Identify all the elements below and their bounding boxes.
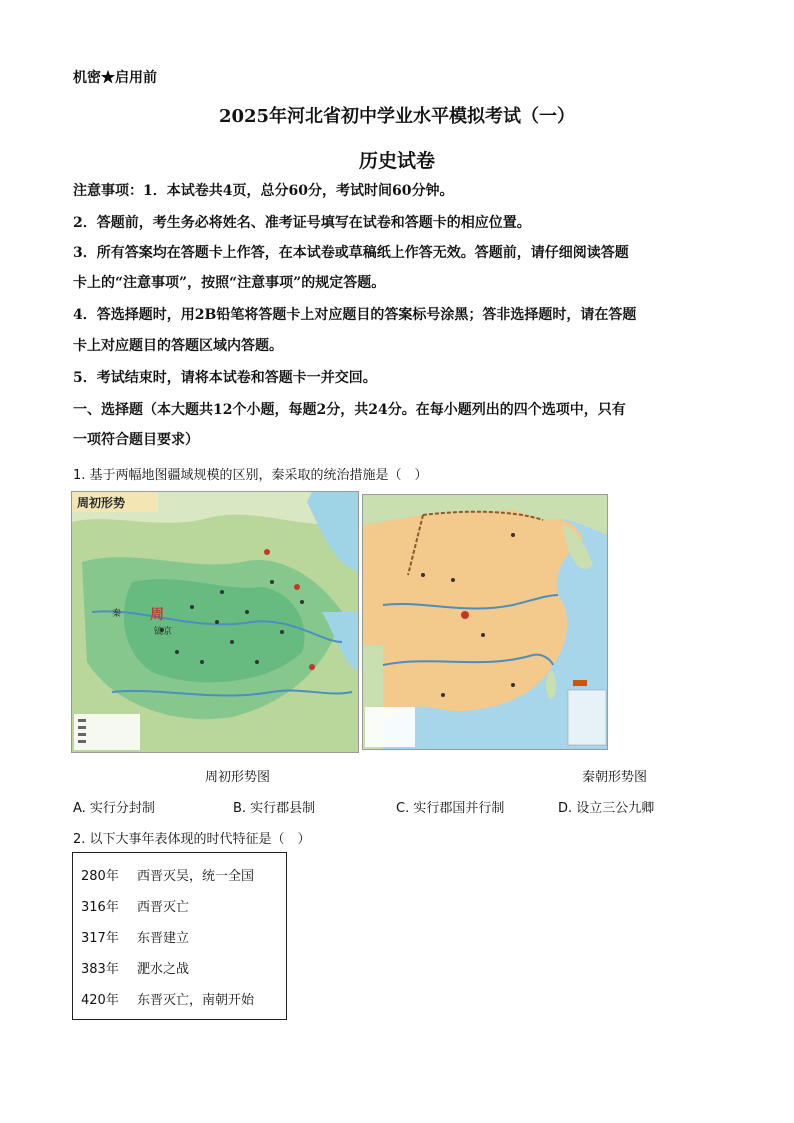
exam-subtitle: 历史试卷 [358, 150, 435, 172]
question-1-stem: 1. 基于两幅地图疆域规模的区别，秦采取的统治措施是（ ） [73, 468, 428, 483]
note-line: 卡上对应题目的答题区域内答题。 [73, 338, 283, 354]
timeline-event: 东晋灭亡，南朝开始 [137, 993, 255, 1008]
haojing-label: 镐京 [154, 627, 173, 637]
timeline-event: 淝水之战 [137, 962, 190, 977]
qin-map-graphic [363, 495, 607, 749]
timeline-row [81, 989, 254, 1008]
qin-map [362, 494, 608, 750]
qin-map-caption: 秦朝形势图 [582, 770, 648, 785]
qin-label: 秦 [112, 609, 122, 619]
note-line: 2．答题前，考生务必将姓名、准考证号填写在试卷和答题卡的相应位置。 [73, 215, 531, 231]
timeline-row [81, 927, 189, 946]
option-a: A. 实行分封制 [73, 801, 155, 816]
option-b: B. 实行郡县制 [233, 801, 316, 816]
zhou-map-caption: 周初形势图 [205, 770, 271, 785]
timeline-table [72, 852, 287, 1020]
timeline-year: 316年 [81, 900, 119, 915]
note-line: 5．考试结束时，请将本试卷和答题卡一并交回。 [73, 370, 377, 386]
timeline-year: 383年 [81, 962, 119, 977]
timeline-year: 420年 [81, 993, 119, 1008]
note-line: 4．答选择题时，用2B铅笔将答题卡上对应题目的答案标号涂黑；答非选择题时，请在答题 [73, 307, 637, 323]
confidential-label: 机密★启用前 [73, 70, 157, 86]
note-line: 卡上的“注意事项”，按照“注意事项”的规定答题。 [73, 275, 386, 291]
timeline-row [81, 896, 189, 915]
note-line: 注意事项：1．本试卷共4页，总分60分，考试时间60分钟。 [73, 183, 454, 199]
exam-title: 2025年河北省初中学业水平模拟考试（一） [218, 106, 576, 127]
section-heading: 一、选择题（本大题共12个小题，每题2分，共24分。在每小题列出的四个选项中，只有 [73, 402, 626, 418]
note-line: 3．所有答案均在答题卡上作答，在本试卷或草稿纸上作答无效。答题前，请仔细阅读答题 [73, 245, 629, 261]
zhou-label: 周 [150, 607, 164, 623]
timeline-row [81, 958, 189, 977]
timeline-event: 西晋灭吴，统一全国 [137, 869, 255, 884]
option-c: C. 实行郡国并行制 [396, 801, 505, 816]
option-d: D. 设立三公九卿 [558, 801, 655, 816]
timeline-row [81, 865, 254, 884]
timeline-year: 280年 [81, 869, 119, 884]
zhou-map-graphic [72, 492, 358, 752]
section-heading-cont: 一项符合题目要求） [73, 432, 199, 448]
zhou-map [71, 491, 359, 753]
timeline-year: 317年 [81, 931, 119, 946]
timeline-event: 西晋灭亡 [137, 900, 190, 915]
zhou-map-title: 周初形势 [77, 496, 126, 510]
question-2-stem: 2. 以下大事年表体现的时代特征是（ ） [73, 832, 311, 847]
timeline-event: 东晋建立 [137, 931, 190, 946]
